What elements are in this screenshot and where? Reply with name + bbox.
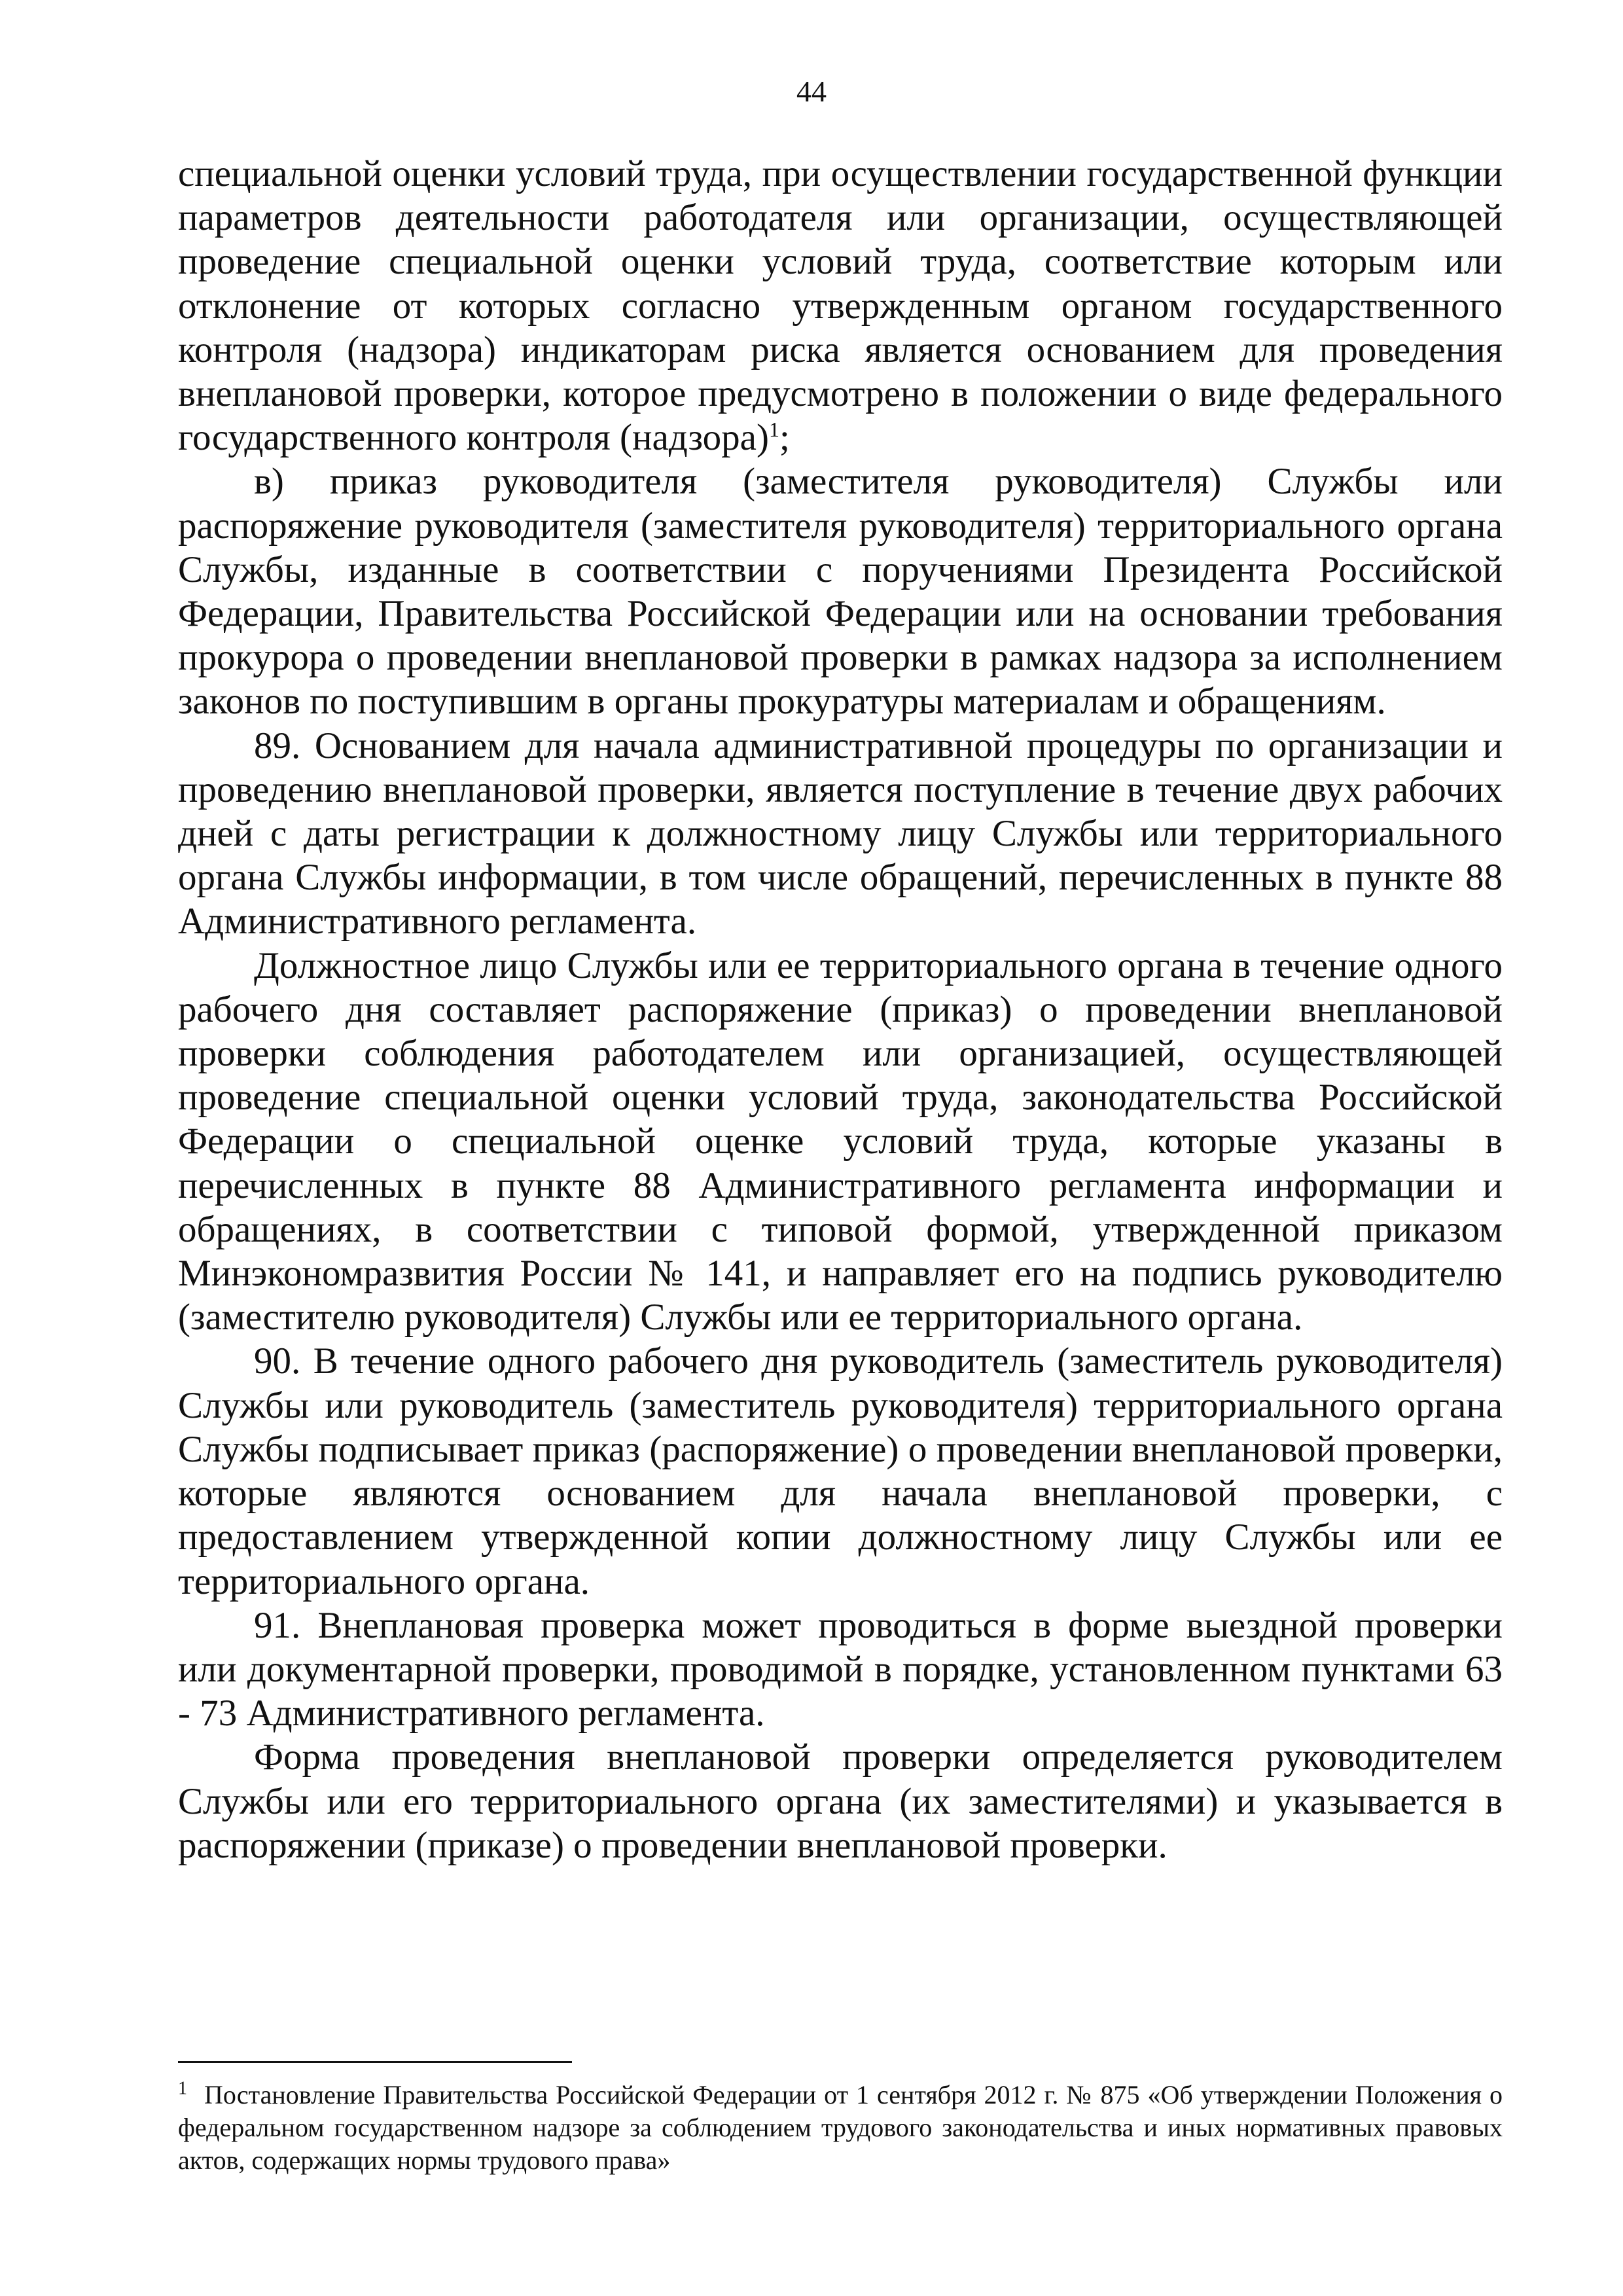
paragraph-official-order: Должностное лицо Службы или ее территориального органа в течение одного рабочего дня составляет распоряжение (приказ) о проведении внеплановой проверки соблюдения работодателем или организацией, осуществляющей проведение специальной оценки условий труда, законодательства Российской Федерации о специальной оценке условий труда, которые указаны в перечисленных в пункте 88 Административного регламента информации и обращениях, в соответствии с типовой формой, утвержденной приказом Минэкономразвития России № 141, и направляет его на подпись руководителю (заместителю руководителя) Службы или ее территориального органа. [178,944,1503,1338]
paragraph-text: специальной оценки условий труда, при осуществлении государственной функции параметров деятельности работодателя или организации, осуществляющей проведение специальной оценки условий труда, соответствие которым или отклонение от которых согласно утвержденным органом государственного контроля (надзора) индикаторам риска является основанием для проведения внеплановой проверки, которое предусмотрено в положении о виде федерального государственного контроля (надзора) [178,153,1503,459]
body-text [178,152,1503,1867]
paragraph-inspection-form: Форма проведения внеплановой проверки определяется руководителем Службы или его территориального органа (их заместителями) и указывается в распоряжении (приказе) о проведении внеплановой проверки. [178,1736,1503,1866]
paragraph-89: 89. Основанием для начала административной процедуры по организации и проведению внеплановой проверки, является поступление в течение двух рабочих дней с даты регистрации к должностному лицу Службы или территориального органа Службы информации, в том числе обращений, перечисленных в пункте 88 Административного регламента. [178,725,1503,942]
paragraph-subitem-v: в) приказ руководителя (заместителя руководителя) Службы или распоряжение руководителя (заместителя руководителя) территориального органа Службы, изданные в соответствии с поручениями Президента Российской Федерации, Правительства Российской Федерации или на основании требования прокурора о проведении внеплановой проверки в рамках надзора за исполнением законов по поступившим в органы прокуратуры материалам и обращениям. [178,461,1503,723]
paragraph-90: 90. В течение одного рабочего дня руководитель (заместитель руководителя) Службы или руководитель (заместитель руководителя) территориального органа Службы подписывает приказ (распоряжение) о проведении внеплановой проверки, которые являются основанием для начала внеплановой проверки, с предоставлением утвержденной копии должностному лицу Службы или ее территориального органа. [178,1340,1503,1602]
paragraph-tail: ; [779,417,790,459]
footnote-separator [178,2061,572,2063]
footnote [178,2079,1503,2177]
footnote-marker: 1 [178,2078,187,2099]
paragraph-continuation [178,152,1503,459]
footnote-reference: 1 [768,418,779,442]
footnote-text: Постановление Правительства Российской Федерации от 1 сентября 2012 г. № 875 «Об утверждении Положения о федеральном государственном надзоре за соблюдением трудового законодательства и иных нормативных правовых актов, содержащих нормы трудового права» [178,2080,1503,2175]
paragraph-91: 91. Внеплановая проверка может проводиться в форме выездной проверки или документарной проверки, проводимой в порядке, установленном пунктами 63 - 73 Административного регламента. [178,1604,1503,1734]
page-number: 44 [796,75,827,108]
